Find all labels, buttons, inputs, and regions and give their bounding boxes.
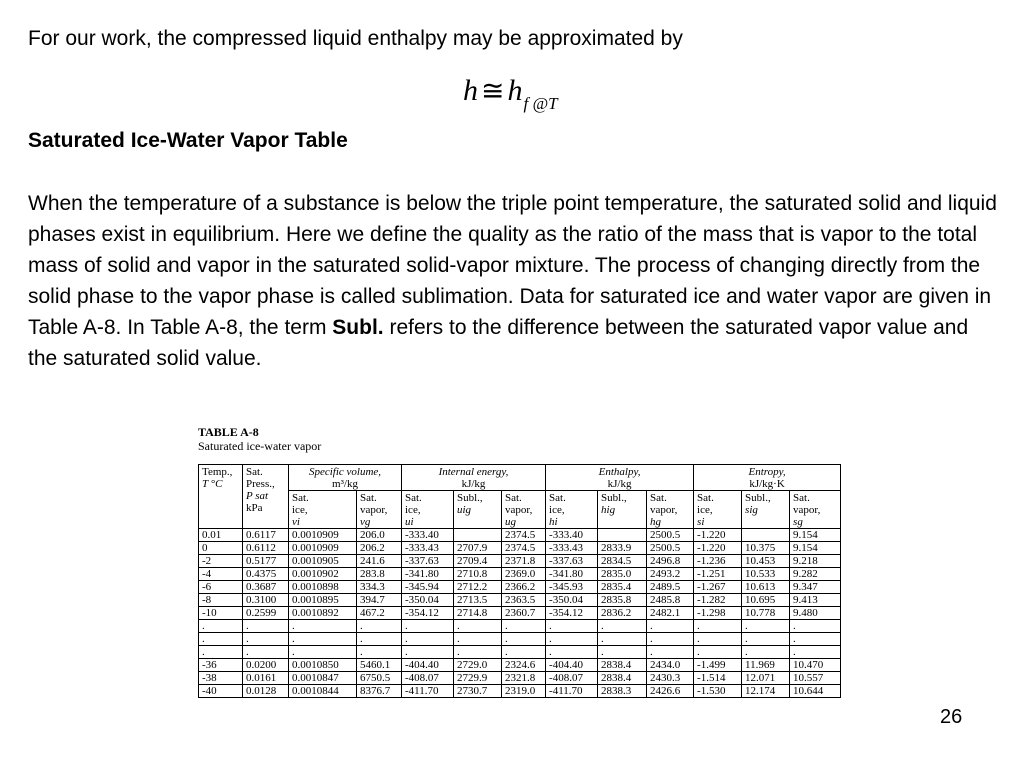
table-cell: -408.07 — [546, 672, 598, 685]
table-cell: -345.94 — [402, 581, 454, 594]
subheader-line: Sat. — [549, 492, 566, 504]
table-title: TABLE A-8 — [198, 425, 259, 439]
saturated-ice-water-vapor-table — [198, 464, 841, 698]
group-header-enthalpy — [546, 465, 694, 491]
table-cell: 467.2 — [357, 607, 402, 620]
table-cell: -4 — [199, 568, 243, 581]
table-cell: -350.04 — [402, 594, 454, 607]
group-unit: kJ/kg·K — [749, 478, 785, 490]
subheader-line: Sat. — [405, 492, 422, 504]
table-body — [199, 529, 841, 698]
subheader-line: Subl., — [745, 492, 771, 504]
formula-approx-symbol: ≅ — [481, 76, 505, 107]
table-cell: 0.0010850 — [289, 659, 357, 672]
col-header-temp — [199, 465, 243, 529]
table-cell: 0.5177 — [243, 555, 289, 568]
table-cell: 0.0010844 — [289, 685, 357, 698]
table-cell: 0.0010898 — [289, 581, 357, 594]
table-cell: . — [199, 620, 243, 633]
table-cell: 334.3 — [357, 581, 402, 594]
table-cell: -333.43 — [402, 542, 454, 555]
table-row — [199, 633, 841, 646]
subheader-line: vi — [292, 516, 300, 528]
col-subheader — [289, 491, 357, 529]
table-cell: 0.0200 — [243, 659, 289, 672]
table-cell — [598, 529, 647, 542]
table-cell: . — [289, 633, 357, 646]
table-cell: -333.43 — [546, 542, 598, 555]
table-cell: -345.93 — [546, 581, 598, 594]
table-cell: 0 — [199, 542, 243, 555]
table-cell: . — [357, 646, 402, 659]
table-cell: -341.80 — [546, 568, 598, 581]
table-cell: -333.40 — [546, 529, 598, 542]
table-cell: 2482.1 — [647, 607, 694, 620]
table-cell: 2434.0 — [647, 659, 694, 672]
table-row — [199, 542, 841, 555]
subheader-line: vapor, — [360, 504, 388, 516]
table-cell: 9.480 — [790, 607, 841, 620]
col-subheader — [790, 491, 841, 529]
table-cell: . — [357, 620, 402, 633]
table-cell: 2371.8 — [502, 555, 546, 568]
table-cell: . — [742, 633, 790, 646]
table-row — [199, 607, 841, 620]
table-cell: 0.0010847 — [289, 672, 357, 685]
table-cell: -341.80 — [402, 568, 454, 581]
subheader-line: ui — [405, 516, 414, 528]
table-cell: -1.220 — [694, 529, 742, 542]
table-cell: 10.533 — [742, 568, 790, 581]
table-cell: -36 — [199, 659, 243, 672]
table-cell: . — [790, 620, 841, 633]
table-cell: 2426.6 — [647, 685, 694, 698]
table-cell: 0.0010905 — [289, 555, 357, 568]
table-cell: 2838.4 — [598, 672, 647, 685]
table-cell: 2500.5 — [647, 542, 694, 555]
table-subtitle: Saturated ice-water vapor — [198, 439, 322, 453]
table-cell: -350.04 — [546, 594, 598, 607]
table-cell: . — [598, 620, 647, 633]
table-cell: -1.267 — [694, 581, 742, 594]
paragraph-part-1: When the temperature of a substance is below the triple point temperature, the saturated solid and liquid phases exist in equilibrium. Here we define the quality as the ratio of the mass that is vapor to the total mass of solid and vapor in the saturated solid-vapor mixture. The process of changing directly from the solid phase to the vapor phase is called sublimation. Data for saturated ice and water vapor are given in Table A-8. In Table A-8, the term — [28, 192, 997, 339]
table-cell: 2713.5 — [454, 594, 502, 607]
table-cell: 10.453 — [742, 555, 790, 568]
table-cell: -408.07 — [402, 672, 454, 685]
table-cell: 10.613 — [742, 581, 790, 594]
subheader-line: Sat. — [650, 492, 667, 504]
subheader-line: hg — [650, 516, 662, 528]
formula-rhs: h — [507, 74, 523, 107]
col-subheader — [742, 491, 790, 529]
table-cell: . — [546, 646, 598, 659]
table-cell: -337.63 — [546, 555, 598, 568]
table-cell: 241.6 — [357, 555, 402, 568]
table-cell: -2 — [199, 555, 243, 568]
table-cell: . — [454, 646, 502, 659]
table-cell: 2836.2 — [598, 607, 647, 620]
table-cell: 0.0010909 — [289, 542, 357, 555]
table-a8-figure — [198, 426, 840, 698]
table-cell: -1.282 — [694, 594, 742, 607]
table-cell: 0.0010902 — [289, 568, 357, 581]
table-row — [199, 568, 841, 581]
subheader-line: ice, — [697, 504, 713, 516]
table-cell: 0.0010892 — [289, 607, 357, 620]
section-title: Saturated Ice-Water Vapor Table — [28, 129, 348, 152]
table-cell: . — [199, 633, 243, 646]
table-cell: . — [598, 646, 647, 659]
subheader-line: si — [697, 516, 705, 528]
table-cell: 12.071 — [742, 672, 790, 685]
table-cell: 2493.2 — [647, 568, 694, 581]
table-cell: 12.174 — [742, 685, 790, 698]
table-cell: 8376.7 — [357, 685, 402, 698]
table-cell: -337.63 — [402, 555, 454, 568]
temp-header-line2: T °C — [202, 478, 223, 490]
table-cell: 0.0010909 — [289, 529, 357, 542]
table-cell: . — [694, 633, 742, 646]
table-cell: . — [289, 620, 357, 633]
col-subheader — [546, 491, 598, 529]
group-header-specific-volume — [289, 465, 402, 491]
subheader-line: ug — [505, 516, 516, 528]
table-cell: . — [402, 646, 454, 659]
table-cell: . — [742, 646, 790, 659]
subheader-line: hig — [601, 504, 616, 516]
table-cell: 9.413 — [790, 594, 841, 607]
table-row — [199, 555, 841, 568]
group-unit: kJ/kg — [461, 478, 486, 490]
table-cell: 11.969 — [742, 659, 790, 672]
table-cell: -1.530 — [694, 685, 742, 698]
table-cell: 6750.5 — [357, 672, 402, 685]
subheader-line: hi — [549, 516, 558, 528]
table-cell — [742, 529, 790, 542]
table-cell: . — [694, 620, 742, 633]
subheader-line: vapor, — [505, 504, 533, 516]
table-cell: . — [546, 620, 598, 633]
table-cell: . — [243, 620, 289, 633]
paragraph-bold-term: Subl. — [332, 316, 384, 339]
table-cell: 2489.5 — [647, 581, 694, 594]
table-cell: . — [790, 633, 841, 646]
subheader-row — [199, 491, 841, 529]
col-subheader — [598, 491, 647, 529]
table-cell: -354.12 — [546, 607, 598, 620]
table-cell: 2366.2 — [502, 581, 546, 594]
table-cell: 2369.0 — [502, 568, 546, 581]
table-row — [199, 685, 841, 698]
group-header-entropy — [694, 465, 841, 491]
table-cell: . — [742, 620, 790, 633]
table-cell: 2835.0 — [598, 568, 647, 581]
table-cell: 2729.0 — [454, 659, 502, 672]
table-cell: 2835.8 — [598, 594, 647, 607]
subheader-line: sg — [793, 516, 803, 528]
table-row — [199, 581, 841, 594]
table-cell: 0.6112 — [243, 542, 289, 555]
table-cell: 2360.7 — [502, 607, 546, 620]
group-title: Entropy, — [748, 466, 786, 478]
group-title: Enthalpy, — [598, 466, 641, 478]
table-cell: 2710.8 — [454, 568, 502, 581]
table-cell: -404.40 — [546, 659, 598, 672]
table-cell: 283.8 — [357, 568, 402, 581]
table-cell: 2833.9 — [598, 542, 647, 555]
table-cell: 2838.4 — [598, 659, 647, 672]
table-cell: . — [546, 633, 598, 646]
subheader-line: vg — [360, 516, 371, 528]
table-cell: . — [694, 646, 742, 659]
table-cell: 2321.8 — [502, 672, 546, 685]
table-cell: 2707.9 — [454, 542, 502, 555]
body-paragraph — [28, 188, 1003, 374]
table-cell: 2500.5 — [647, 529, 694, 542]
subheader-line: Sat. — [505, 492, 522, 504]
table-cell: -1.499 — [694, 659, 742, 672]
formula-lhs: h — [463, 74, 478, 107]
subheader-line: Sat. — [292, 492, 309, 504]
table-cell — [454, 529, 502, 542]
intro-text: For our work, the compressed liquid enthalpy may be approximated by — [28, 27, 683, 50]
table-cell: -411.70 — [546, 685, 598, 698]
table-cell: 0.0161 — [243, 672, 289, 685]
table-row — [199, 529, 841, 542]
subheader-line: sig — [745, 504, 758, 516]
col-subheader — [357, 491, 402, 529]
table-cell: 10.644 — [790, 685, 841, 698]
group-header-internal-energy — [402, 465, 546, 491]
table-row — [199, 594, 841, 607]
table-cell: 2838.3 — [598, 685, 647, 698]
subheader-line: Sat. — [697, 492, 714, 504]
table-cell: -354.12 — [402, 607, 454, 620]
col-subheader — [647, 491, 694, 529]
table-cell: . — [502, 620, 546, 633]
table-cell: 2729.9 — [454, 672, 502, 685]
table-cell: 2709.4 — [454, 555, 502, 568]
subheader-line: ice, — [405, 504, 421, 516]
table-cell: 0.01 — [199, 529, 243, 542]
table-cell: . — [454, 633, 502, 646]
subheader-line: vapor, — [793, 504, 821, 516]
subheader-line: uig — [457, 504, 472, 516]
table-cell: 2430.3 — [647, 672, 694, 685]
table-cell: -404.40 — [402, 659, 454, 672]
table-cell: 9.347 — [790, 581, 841, 594]
table-cell: . — [402, 620, 454, 633]
table-cell: -40 — [199, 685, 243, 698]
table-cell: 2730.7 — [454, 685, 502, 698]
press-header-unit: kPa — [246, 502, 263, 514]
table-row — [199, 659, 841, 672]
table-cell: -1.298 — [694, 607, 742, 620]
table-cell: -1.251 — [694, 568, 742, 581]
col-header-sat-press — [243, 465, 289, 529]
table-cell: . — [454, 620, 502, 633]
table-cell: . — [647, 646, 694, 659]
table-cell: 2319.0 — [502, 685, 546, 698]
group-title: Specific volume, — [308, 466, 382, 478]
subheader-line: Subl., — [457, 492, 483, 504]
subheader-line: ice, — [549, 504, 565, 516]
table-cell: . — [790, 646, 841, 659]
table-cell: . — [199, 646, 243, 659]
table-cell: 2324.6 — [502, 659, 546, 672]
table-cell: 0.2599 — [243, 607, 289, 620]
table-cell: 9.154 — [790, 529, 841, 542]
table-cell: 0.0010895 — [289, 594, 357, 607]
table-cell: -333.40 — [402, 529, 454, 542]
paragraph-part-2: refers to the difference between the saturated vapor value and the saturated solid value. — [28, 316, 969, 370]
table-cell: 9.282 — [790, 568, 841, 581]
table-cell: -10 — [199, 607, 243, 620]
table-cell: -38 — [199, 672, 243, 685]
table-cell: . — [598, 633, 647, 646]
group-unit: m³/kg — [332, 478, 358, 490]
table-cell: 2363.5 — [502, 594, 546, 607]
table-cell: 2374.5 — [502, 542, 546, 555]
table-cell: . — [502, 646, 546, 659]
table-cell: 9.218 — [790, 555, 841, 568]
table-cell: 2835.4 — [598, 581, 647, 594]
subheader-line: vapor, — [650, 504, 678, 516]
col-subheader — [694, 491, 742, 529]
table-cell: 2496.8 — [647, 555, 694, 568]
subheader-line: Subl., — [601, 492, 627, 504]
group-unit: kJ/kg — [607, 478, 632, 490]
table-cell: . — [647, 633, 694, 646]
temp-header-line1: Temp., — [202, 466, 233, 478]
table-cell: 10.695 — [742, 594, 790, 607]
table-cell: 10.557 — [790, 672, 841, 685]
press-header-symbol: P sat — [246, 490, 269, 502]
table-row — [199, 646, 841, 659]
table-row — [199, 620, 841, 633]
press-header-line2: Press., — [246, 478, 275, 490]
table-cell: -411.70 — [402, 685, 454, 698]
table-cell: 2485.8 — [647, 594, 694, 607]
table-cell: 2712.2 — [454, 581, 502, 594]
table-row — [199, 672, 841, 685]
table-cell: -1.236 — [694, 555, 742, 568]
table-cell: . — [402, 633, 454, 646]
table-cell: 2714.8 — [454, 607, 502, 620]
table-cell: -1.514 — [694, 672, 742, 685]
table-cell: 0.3100 — [243, 594, 289, 607]
table-cell: 0.0128 — [243, 685, 289, 698]
table-cell: . — [502, 633, 546, 646]
press-header-line1: Sat. — [246, 466, 263, 478]
table-cell: 0.3687 — [243, 581, 289, 594]
table-cell: 2834.5 — [598, 555, 647, 568]
table-cell: 206.0 — [357, 529, 402, 542]
table-cell: . — [289, 646, 357, 659]
table-cell: . — [243, 646, 289, 659]
table-cell: -8 — [199, 594, 243, 607]
table-cell: 5460.1 — [357, 659, 402, 672]
col-subheader — [402, 491, 454, 529]
group-title: Internal energy, — [438, 466, 509, 478]
table-cell: 9.154 — [790, 542, 841, 555]
table-cell: -6 — [199, 581, 243, 594]
table-cell: 394.7 — [357, 594, 402, 607]
table-cell: . — [357, 633, 402, 646]
table-cell: 10.375 — [742, 542, 790, 555]
col-subheader — [454, 491, 502, 529]
table-cell: 10.470 — [790, 659, 841, 672]
subheader-line: Sat. — [360, 492, 377, 504]
table-cell: . — [243, 633, 289, 646]
table-cell: 0.6117 — [243, 529, 289, 542]
enthalpy-approximation-formula — [463, 74, 558, 112]
table-cell: . — [647, 620, 694, 633]
col-subheader — [502, 491, 546, 529]
subheader-line: ice, — [292, 504, 308, 516]
table-cell: 206.2 — [357, 542, 402, 555]
table-cell: 10.778 — [742, 607, 790, 620]
formula-subscript: f @T — [523, 94, 558, 113]
subheader-line: Sat. — [793, 492, 810, 504]
table-cell: 0.4375 — [243, 568, 289, 581]
table-cell: 2374.5 — [502, 529, 546, 542]
page-number: 26 — [940, 706, 963, 728]
table-cell: -1.220 — [694, 542, 742, 555]
